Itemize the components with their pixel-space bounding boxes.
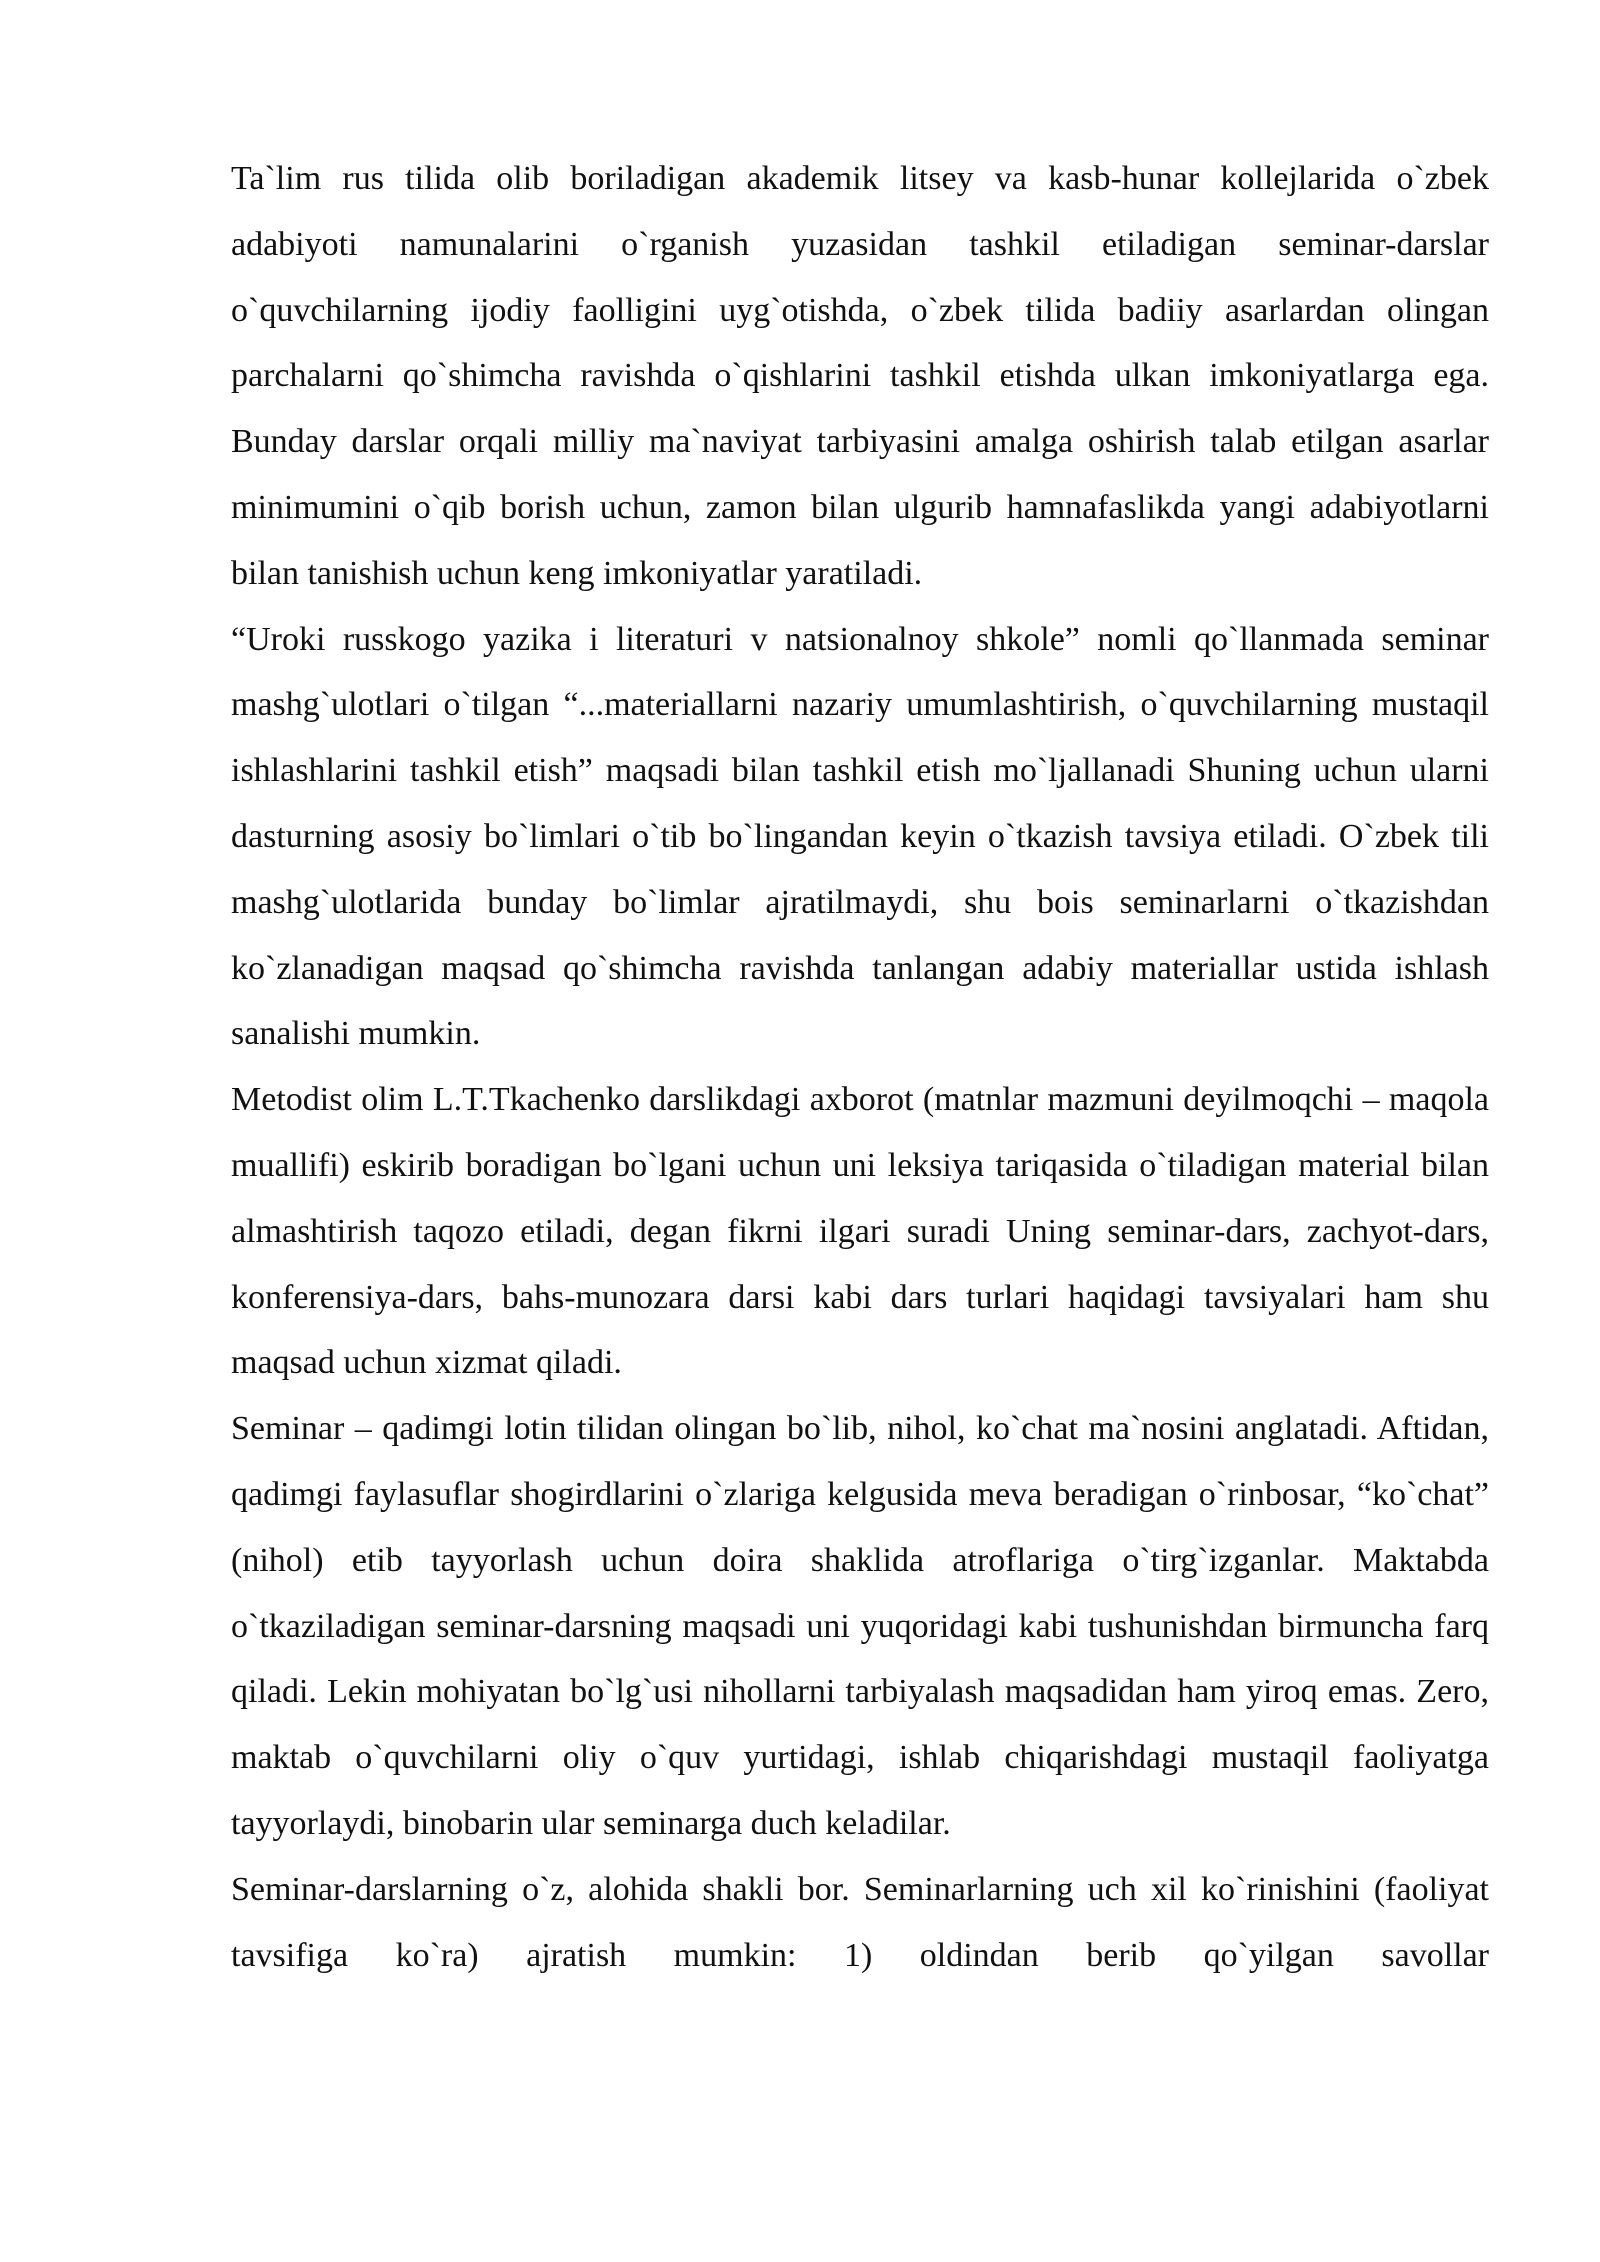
body-text (231, 146, 1489, 1988)
paragraph-4: Seminar – qadimgi lotin tilidan olingan bo`lib, nihol, ko`chat ma`nosini anglatadi. Aftidan, qadimgi faylasuflar shogirdlarini o`zlariga kelgusida meva beradigan o`rinbosar, “ko`chat” (nihol) etib tayyorlash uchun doira shaklida atroflariga o`tirg`izganlar. Maktabda o`tkaziladigan seminar-darsning maqsadi uni yuqoridagi kabi tushunishdan birmuncha farq qiladi. Lekin mohiyatan bo`lg`usi nihollarni tarbiyalash maqsadidan ham yiroq emas. Zero, maktab o`quvchilarni oliy o`quv yurtidagi, ishlab chiqarishdagi mustaqil faoliyatga tayyorlaydi, binobarin ular seminarga duch keladilar. (231, 1410, 1489, 1842)
paragraph-2: “Uroki russkogo yazika i literaturi v natsionalnoy shkole” nomli qo`llanmada seminar mashg`ulotlari o`tilgan “...materiallarni nazariy umumlashtirish, o`quvchilarning mustaqil ishlashlarini tashkil etish” maqsadi bilan tashkil etish mo`ljallanadi Shuning uchun ularni dasturning asosiy bo`limlari o`tib bo`lingandan keyin o`tkazish tavsiya etiladi. O`zbek tili mashg`ulotlarida bunday bo`limlar ajratilmaydi, shu bois seminarlarni o`tkazishdan ko`zlanadigan maqsad qo`shimcha ravishda tanlangan adabiy materiallar ustida ishlash sanalishi mumkin. (231, 620, 1489, 1053)
paragraph-3: Metodist olim L.T.Tkachenko darslikdagi axborot (matnlar mazmuni deyilmoqchi – maqola muallifi) eskirib boradigan bo`lgani uchun uni leksiya tariqasida o`tiladigan material bilan almashtirish taqozo etiladi, degan fikrni ilgari suradi Uning seminar-dars, zachyot-dars, konferensiya-dars, bahs-munozara darsi kabi dars turlari haqidagi tavsiyalari ham shu maqsad uchun xizmat qiladi. (231, 1081, 1489, 1382)
paragraph-5: Seminar-darslarning o`z, alohida shakli bor. Seminarlarning uch xil ko`rinishini (faoliyat tavsifiga ko`ra) ajratish mumkin: 1) oldindan berib qo`yilgan savollar (231, 1870, 1489, 1974)
paragraph-1: Ta`lim rus tilida olib boriladigan akademik litsey va kasb-hunar kollejlarida o`zbek adabiyoti namunalarini o`rganish yuzasidan tashkil etiladigan seminar-darslar o`quvchilarning ijodiy faolligini uyg`otishda, o`zbek tilida badiiy asarlardan olingan parchalarni qo`shimcha ravishda o`qishlarini tashkil etishda ulkan imkoniyatlarga ega. Bunday darslar orqali milliy ma`naviyat tarbiyasini amalga oshirish talab etilgan asarlar minimumini o`qib borish uchun, zamon bilan ulgurib hamnafaslikda yangi adabiyotlarni bilan tanishish uchun keng imkoniyatlar yaratiladi. (231, 160, 1489, 592)
